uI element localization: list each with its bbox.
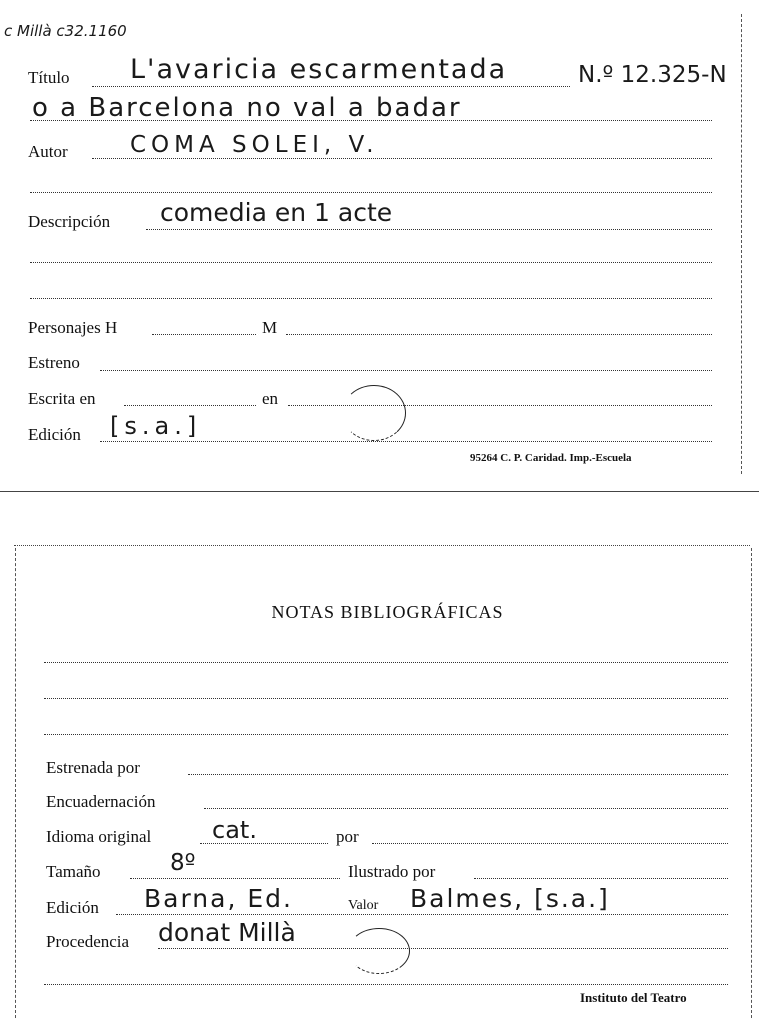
descripcion-value: comedia en 1 acte [160,198,393,227]
descripcion-extra-line-2 [30,298,712,299]
autor-label: Autor [28,142,68,161]
top-card-right-edge [741,14,742,474]
escrita-line [124,405,256,406]
idioma-por-label: por [336,827,359,846]
bottom-card-top-edge [14,545,750,546]
descripcion-extra-line-1 [30,262,712,263]
catalog-note: c Millà c32.1160 [4,22,127,40]
personajes-m-label: M [262,318,278,337]
edicion-value-b: Balmes, [s.a.] [410,884,610,913]
titulo-label: Título [28,68,70,87]
edicion-line-bottom [116,914,728,915]
estreno-label: Estreno [28,353,80,372]
estrenada-line [188,774,728,775]
escrita-en-label: en [262,389,279,408]
escrita-label: Escrita en [28,389,96,408]
ilustrado-line [474,878,728,879]
estrenada-label: Estrenada por [46,758,140,777]
tamano-label: Tamaño [46,862,101,881]
descripcion-line [146,229,712,230]
punch-hole-top [342,385,406,441]
punch-hole-bottom [348,928,410,974]
edicion-label-bottom: Edición [46,898,99,917]
printer-imprint: 95264 C. P. Caridad. Imp.-Escuela [470,452,632,464]
notas-line-1 [44,662,728,663]
notas-heading: NOTAS BIBLIOGRÁFICAS [271,602,504,622]
descripcion-label: Descripción [28,212,111,231]
personajes-label: Personajes H [28,318,118,337]
edicion-value-top: [s.a.] [110,412,202,440]
autor-value: COMA SOLEI, V. [130,132,379,158]
procedencia-line [158,948,728,949]
title-line2: o a Barcelona no val a badar [32,93,462,123]
tamano-line [130,878,340,879]
idioma-label: Idioma original [46,827,152,846]
institute-name: Instituto del Teatro [580,990,687,1005]
idioma-por-line [372,843,728,844]
top-card-bottom-edge [0,491,759,492]
tamano-value: 8º [170,850,196,876]
titulo-line [92,86,570,87]
catalog-number: N.º 12.325-N [578,62,727,88]
valor-label: Valor [348,898,379,913]
ilustrado-label: Ilustrado por [348,862,436,881]
personajes-h-line [152,334,256,335]
estreno-line [100,370,712,371]
notas-line-3 [44,734,728,735]
encuadernacion-label: Encuadernación [46,792,156,811]
procedencia-value: donat Millà [158,918,296,947]
notas-line-2 [44,698,728,699]
autor-extra-line [30,192,712,193]
autor-line [92,158,712,159]
title-line1: L'avaricia escarmentada [130,54,508,85]
procedencia-extra-line [44,984,728,985]
personajes-m-line [286,334,712,335]
edicion-value-a: Barna, Ed. [144,884,293,913]
encuadernacion-line [204,808,728,809]
procedencia-label: Procedencia [46,932,130,951]
edicion-label-top: Edición [28,425,81,444]
idioma-value: cat. [212,816,257,844]
edicion-line-top [100,441,712,442]
